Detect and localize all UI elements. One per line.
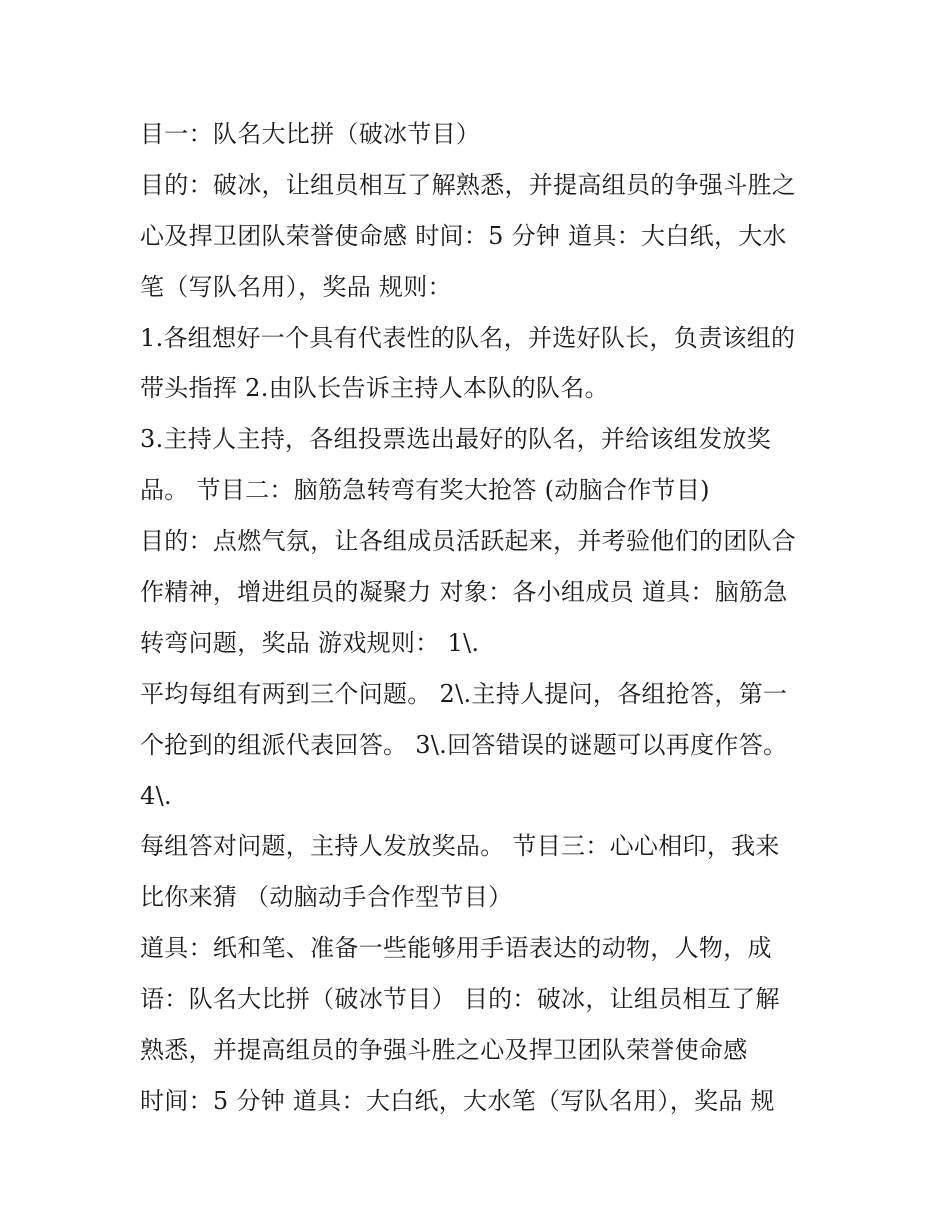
text-line: 心及捍卫团队荣誉使命感 时间：5 分钟 道具：大白纸，大水	[140, 221, 787, 250]
text-line: 语：队名大比拼（破冰节目） 目的：破冰，让组员相互了解	[140, 985, 780, 1014]
text-line: 4\.	[140, 781, 172, 810]
text-line: 转弯问题，奖品 游戏规则： 1\.	[140, 628, 480, 657]
text-line: 笔（写队名用），奖品 规则：	[140, 272, 452, 301]
text-line: 目的：破冰，让组员相互了解熟悉，并提高组员的争强斗胜之	[140, 170, 797, 199]
text-line: 作精神，增进组员的凝聚力 对象：各小组成员 道具：脑筋急	[140, 578, 788, 607]
text-line: 目的：点燃气氛，让各组成员活跃起来，并考验他们的团队合	[140, 527, 797, 556]
document-body	[140, 109, 830, 1127]
text-line: 带头指挥 2.由队长告诉主持人本队的队名。	[140, 374, 609, 403]
text-line: 比你来猜 （动脑动手合作型节目）	[140, 883, 513, 912]
text-line: 熟悉，并提高组员的争强斗胜之心及捍卫团队荣誉使命感	[140, 1036, 748, 1065]
text-line: 1.各组想好一个具有代表性的队名，并选好队长，负责该组的	[140, 323, 796, 352]
text-line: 个抢到的组派代表回答。 3\.回答错误的谜题可以再度作答。	[140, 730, 788, 759]
text-line: 时间：5 分钟 道具：大白纸，大水笔（写队名用），奖品 规	[140, 1086, 775, 1115]
text-line: 3.主持人主持，各组投票选出最好的队名，并给该组发放奖	[140, 425, 771, 454]
text-line: 道具：纸和笔、准备一些能够用手语表达的动物，人物，成	[140, 934, 772, 963]
text-line: 平均每组有两到三个问题。 2\.主持人提问，各组抢答，第一	[140, 679, 788, 708]
text-line: 品。 节目二：脑筋急转弯有奖大抢答 (动脑合作节目)	[140, 476, 710, 505]
text-line: 每组答对问题，主持人发放奖品。 节目三：心心相印，我来	[140, 832, 780, 861]
text-line: 目一：队名大比拼（破冰节目）	[140, 120, 481, 148]
